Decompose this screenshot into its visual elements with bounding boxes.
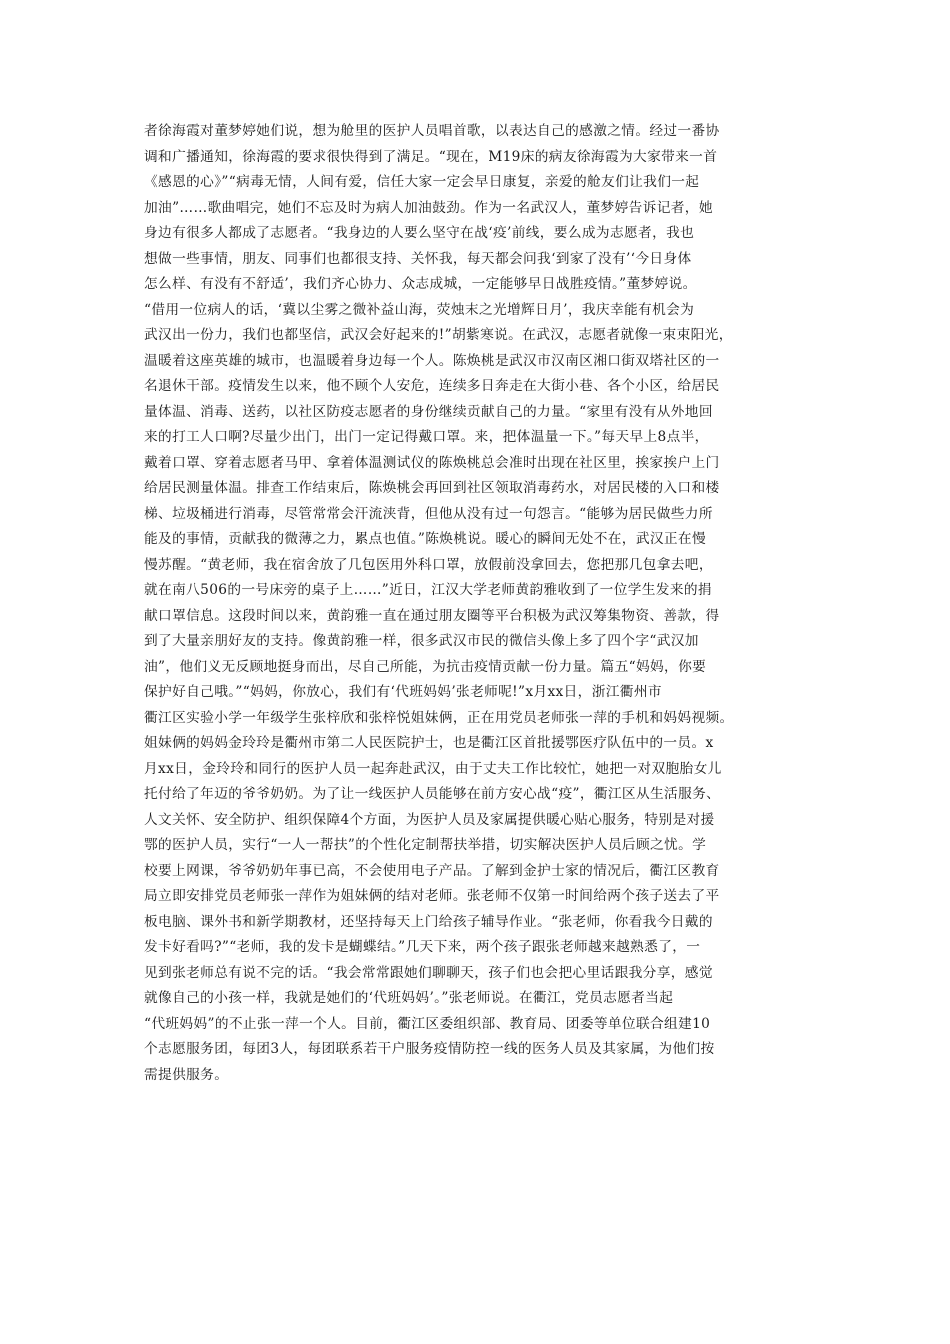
text-line: 加油”……歌曲唱完，她们不忘及时为病人加油鼓劲。作为一名武汉人，董梦婷告诉记者，她 [144,199,713,216]
text-line: 油”，他们义无反顾地挺身而出，尽自己所能，为抗击疫情贡献一份力量。篇五“妈妈，你要 [144,658,707,675]
text-line: 给居民测量体温。排查工作结束后，陈焕桃会再回到社区领取消毒药水，对居民楼的入口和楼 [144,480,720,496]
text-line: 就在南八506的一号床旁的桌子上……”近日，江汉大学老师黄韵雅收到了一位学生发来的捐 [144,582,712,598]
text-line: 名退休干部。疫情发生以来，他不顾个人安危，连续多日奔走在大街小巷、各个小区，给居民 [144,378,720,394]
text-line: 板电脑、课外书和新学期教材，还坚持每天上门给孩子辅导作业。“张老师，你看我今日戴的 [144,913,713,930]
text-line: 月xx日，金玲玲和同行的医护人员一起奔赴武汉，由于丈夫工作比较忙，她把一对双胞胎女儿 [144,760,722,777]
text-line: 慢苏醒。“黄老师，我在宿舍放了几包医用外科口罩，放假前没拿回去，您把那几包拿去吧， [144,556,713,573]
text-line: 姐妹俩的妈妈金玲玲是衢州市第二人民医院护士，也是衢江区首批援鄂医疗队伍中的一员。x [144,735,714,751]
text-line: 到了大量亲朋好友的支持。像黄韵雅一样，很多武汉市民的微信头像上多了四个字“武汉加 [144,633,699,649]
text-line: 人文关怀、安全防护、组织保障4个方面，为医护人员及家属提供暖心贴心服务，特别是对援 [144,811,715,828]
text-line: 献口罩信息。这段时间以来，黄韵雅一直在通过朋友圈等平台积极为武汉筹集物资、善款，得 [144,607,720,624]
text-line: 局立即安排党员老师张一萍作为姐妹俩的结对老师。张老师不仅第一时间给两个孩子送去了平 [144,888,720,904]
text-line: 想做一些事情，朋友、同事们也都很支持、关怀我，每天都会问我‘到家了没有’‘今日身体 [144,250,692,267]
text-line: 量体温、消毒、送药，以社区防疫志愿者的身份继续贡献自己的力量。“家里有没有从外地回 [144,403,713,420]
text-line: 身边有很多人都成了志愿者。“我身边的人要么坚守在战‘疫’前线，要么成为志愿者，我也 [144,225,695,241]
text-line: 戴着口罩、穿着志愿者马甲、拿着体温测试仪的陈焕桃总会准时出现在社区里，挨家挨户上门 [144,454,720,471]
text-line: 温暖着这座英雄的城市，也温暖着身边每一个人。陈焕桃是武汉市汉南区湘口街双塔社区的一 [144,352,720,369]
text-line: 发卡好看吗?”“老师，我的发卡是蝴蝶结。”几天下来，两个孩子跟张老师越来越熟悉了，一 [144,939,701,955]
text-line: 个志愿服务团，每团3人，每团联系若干户服务疫情防控一线的医务人员及其家属，为他们按 [144,1041,715,1057]
text-line: 来的打工人口啊?尽量少出门，出门一定记得戴口罩。来，把体温量一下。”每天早上8点半， [144,429,709,445]
text-line: “借用一位病人的话，‘冀以尘雾之微补益山海，荧烛末之光增辉日月’，我庆幸能有机会为 [144,301,695,318]
text-line: 者徐海霞对董梦婷她们说，想为舱里的医护人员唱首歌，以表达自己的感激之情。经过一番协 [144,123,720,139]
text-line: 保护好自己哦。”“妈妈，你放心，我们有‘代班妈妈’张老师呢!”x月xx日，浙江衢州市 [144,684,662,700]
text-line: 《感恩的心》”“病毒无情，人间有爱，信任大家一定会早日康复，亲爱的舱友们让我们一起 [144,174,700,190]
text-line: “代班妈妈”的不止张一萍一个人。目前，衢江区委组织部、教育局、团委等单位联合组建10 [144,1015,711,1032]
text-line: 怎么样、有没有不舒适’，我们齐心协力、众志成城，一定能够早日战胜疫情。”董梦婷说。 [144,276,697,292]
text-line: 需提供服务。 [144,1066,229,1083]
text-line: 衢江区实验小学一年级学生张梓欣和张梓悦姐妹俩，正在用党员老师张一萍的手机和妈妈视频。 [144,709,734,726]
text-line: 就像自己的小孩一样，我就是她们的‘代班妈妈’。”张老师说。在衢江，党员志愿者当起 [144,990,674,1006]
text-line: 梯、垃圾桶进行消毒，尽管常常会汗流浃背，但他从没有过一句怨言。“能够为居民做些力所 [144,505,713,522]
text-line: 调和广播通知，徐海霞的要求很快得到了满足。“现在，M19床的病友徐海霞为大家带来一首 [144,148,718,165]
text-line: 见到张老师总有说不完的话。“我会常常跟她们聊聊天，孩子们也会把心里话跟我分享，感觉 [144,964,713,981]
text-line: 鄂的医护人员，实行“一人一帮扶”的个性化定制帮扶举措，切实解决医护人员后顾之忧。学 [144,837,707,853]
text-line: 武汉出一份力，我们也都坚信，武汉会好起来的!”胡紫寒说。在武汉，志愿者就像一束束阳光， [144,327,733,343]
body-text [144,119,804,1088]
text-line: 托付给了年迈的爷爷奶奶。为了让一线医护人员能够在前方安心战“疫”，衢江区从生活服务、 [144,786,721,802]
text-line: 能及的事情，贡献我的微薄之力，累点也值。”陈焕桃说。暖心的瞬间无处不在，武汉正在慢 [144,531,707,547]
text-line: 校要上网课，爷爷奶奶年事已高，不会使用电子产品。了解到金护士家的情况后，衢江区教育 [144,862,720,879]
